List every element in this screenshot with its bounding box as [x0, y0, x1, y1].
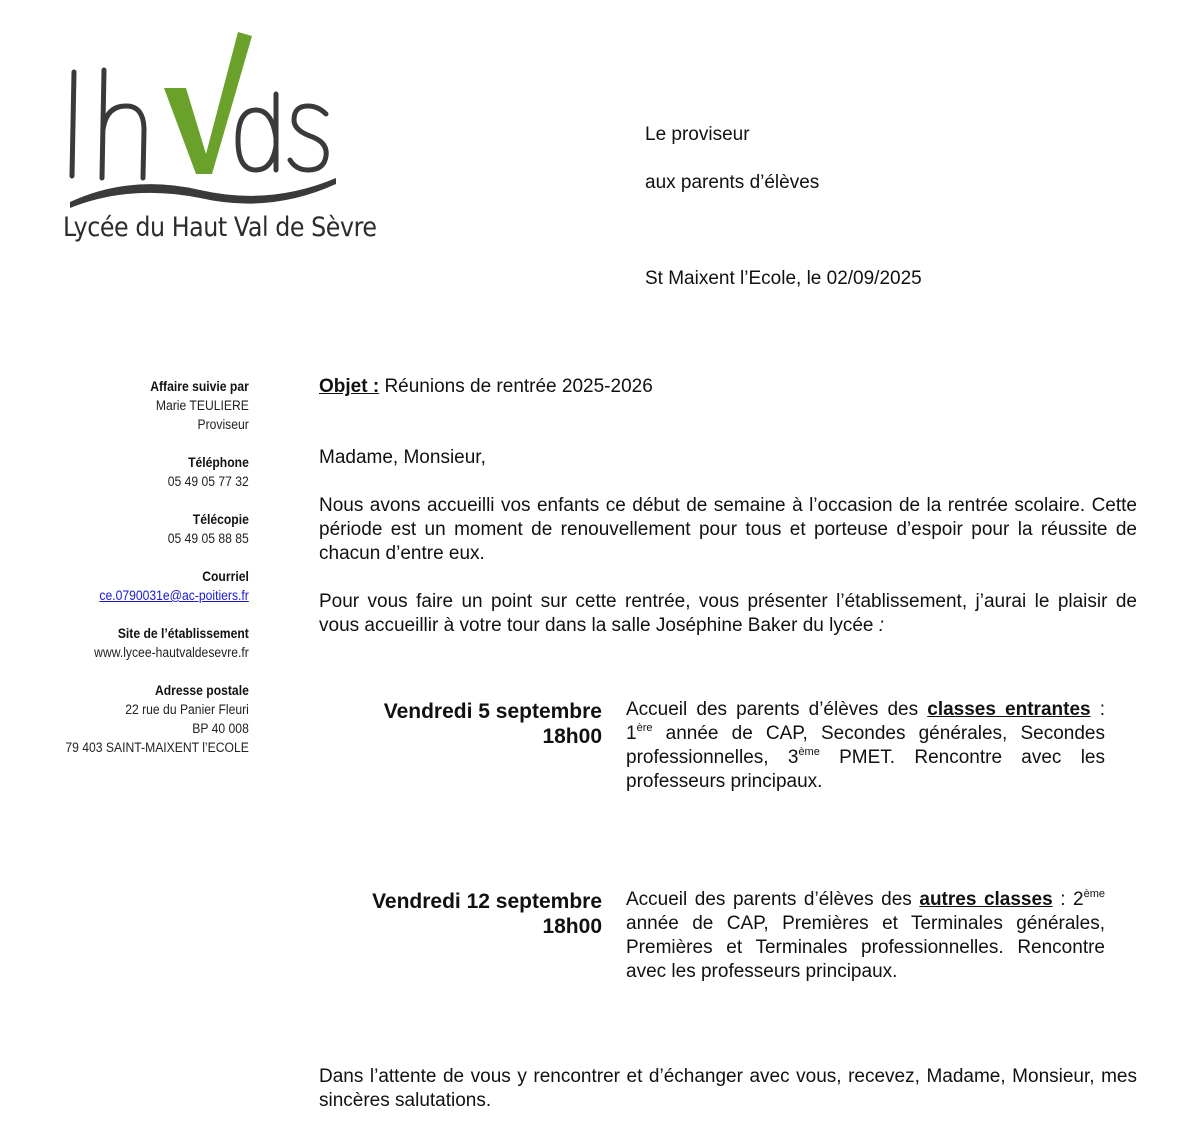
address-line-2: BP 40 008 — [192, 721, 249, 736]
paragraph-2 — [319, 590, 1137, 638]
addressee: aux parents d’élèves — [645, 172, 820, 193]
event-2-description — [626, 888, 1105, 984]
event-1-intro: Accueil des parents d’élèves des — [626, 699, 919, 720]
site-label: Site de l’établissement — [117, 626, 249, 641]
followed-role: Proviseur — [197, 417, 249, 432]
event-1-description — [626, 698, 1105, 794]
phone-number: 05 49 05 77 32 — [167, 474, 249, 489]
sender: Le proviseur — [645, 124, 750, 145]
logo-letter-s — [290, 106, 326, 170]
school-name: Lycée du Haut Val de Sèvre — [63, 212, 377, 243]
address-line-1: 22 rue du Panier Fleuri — [125, 702, 249, 717]
closing-paragraph: Dans l’attente de vous y rencontrer et d’échanger avec vous, recevez, Madame, Monsieur, mes sincères salutations. — [319, 1066, 1137, 1111]
event-1-sup-2: ème — [798, 746, 820, 758]
logo-letter-d — [238, 94, 276, 170]
event-1-date: Vendredi 5 septembre — [383, 700, 602, 723]
place-date: St Maixent l’Ecole, le 02/09/2025 — [645, 268, 922, 289]
contact-sidebar — [66, 377, 249, 757]
event-1-text-3: PMET. Rencontre avec les professeurs principaux. — [626, 747, 1105, 792]
event-2-date: Vendredi 12 septembre — [372, 890, 602, 913]
event-2-emphasis: autres classes — [919, 889, 1053, 910]
site-url: www.lycee-hautvaldesevre.fr — [94, 645, 249, 660]
address-label: Adresse postale — [155, 683, 249, 698]
phone-label: Téléphone — [188, 455, 249, 470]
event-1-time: 18h00 — [542, 725, 602, 748]
event-1-emphasis: classes entrantes — [927, 699, 1091, 720]
followed-name: Marie TEULIERE — [156, 398, 249, 413]
object-line — [319, 375, 1137, 399]
event-1-when — [384, 699, 602, 749]
paragraph-2-colon: : — [878, 615, 885, 636]
paragraph-2-text: Pour vous faire un point sur cette rentrée, vous présenter l’établissement, j’aurai le plaisir de vous accueillir à votre tour dans la salle Joséphine Baker du lycée — [319, 591, 1137, 636]
event-2-text-1: : 2 — [1052, 889, 1084, 910]
event-2-intro: Accueil des parents d’élèves des — [626, 889, 912, 910]
object-text: Réunions de rentrée 2025-2026 — [384, 376, 653, 397]
logo-wave — [70, 178, 336, 208]
salutation: Madame, Monsieur, — [319, 447, 486, 468]
event-1-sup-1: ère — [636, 722, 653, 734]
event-1-text-2: année de CAP, Secondes générales, Secondes professionnelles, 3 — [626, 723, 1105, 768]
followed-label: Affaire suivie par — [150, 379, 249, 394]
logo-letter-h — [102, 70, 144, 178]
paragraph-1: Nous avons accueilli vos enfants ce début de semaine à l’occasion de la rentrée scolaire. Cette période est un moment de renouvellement pour tous et porteuse d’espoir pour la réussite de chacun d’entre eux. — [319, 495, 1137, 564]
mail-label: Courriel — [202, 569, 249, 584]
fax-number: 05 49 05 88 85 — [167, 531, 249, 546]
address-line-3: 79 403 SAINT-MAIXENT l’ECOLE — [65, 740, 249, 755]
object-label: Objet : — [319, 376, 380, 397]
logo-letter-l — [72, 72, 74, 176]
mail-link[interactable]: ce.0790031e@ac-poitiers.fr — [99, 588, 249, 603]
event-2-sup-1: ème — [1083, 888, 1105, 900]
event-1-text-1: : 1 — [626, 699, 1105, 744]
event-2-when — [372, 889, 602, 939]
fax-label: Télécopie — [192, 512, 249, 527]
event-2-time: 18h00 — [542, 915, 602, 938]
event-2-text-2: année de CAP, Premières et Terminales générales, Premières et Terminales professionnelles. Rencontre avec les professeurs principaux. — [626, 913, 1105, 982]
school-logo — [60, 26, 350, 216]
